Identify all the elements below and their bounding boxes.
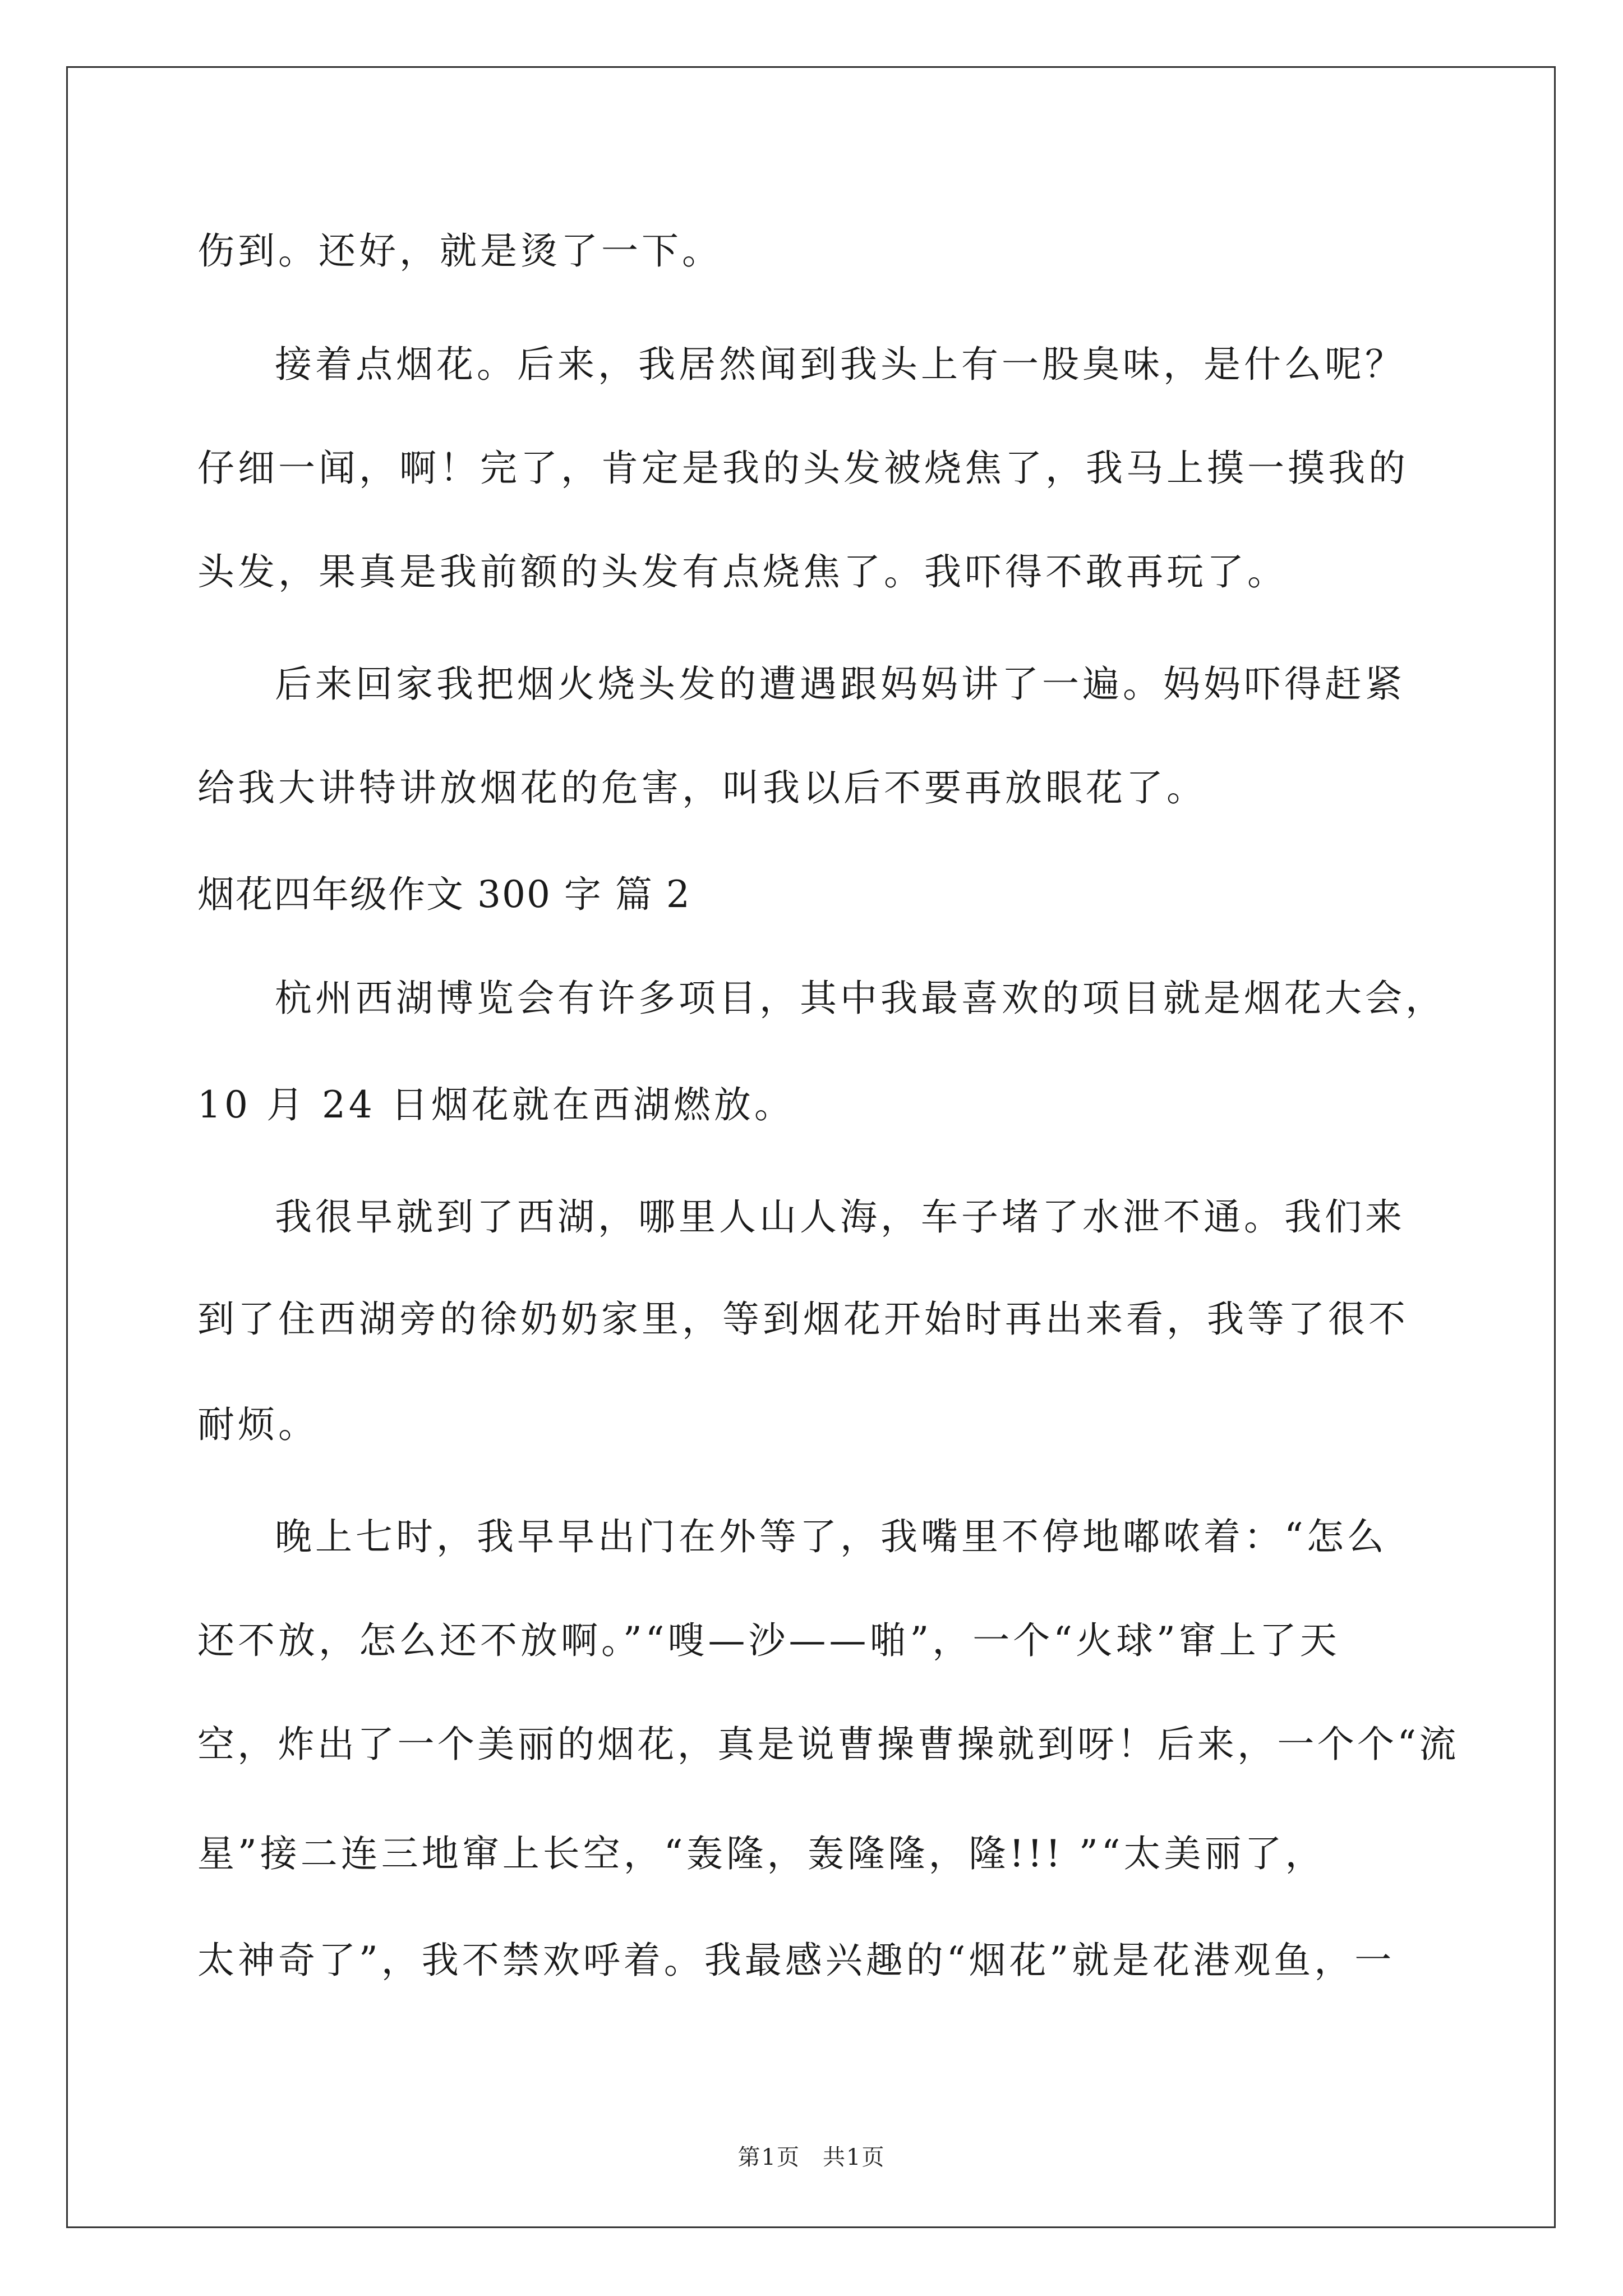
text-line: 还不放，怎么还不放啊。”“嗖—沙——啪”，一个“火球”窜上了天 [197, 1619, 1340, 1662]
text-line: 后来回家我把烟火烧头发的遭遇跟妈妈讲了一遍。妈妈吓得赶紧 [275, 662, 1405, 706]
text-line: 伤到。还好，就是烫了一下。 [197, 229, 722, 273]
text-line: 晚上七时，我早早出门在外等了，我嘴里不停地嘟哝着：“怎么 [275, 1515, 1387, 1558]
text-line: 给我大讲特讲放烟花的危害，叫我以后不要再放眼花了。 [197, 766, 1207, 809]
page-border [66, 66, 1556, 2228]
page-footer [0, 2144, 1623, 2171]
text-line: 我很早就到了西湖，哪里人山人海，车子堵了水泄不通。我们来 [275, 1195, 1405, 1239]
text-line: 接着点烟花。后来，我居然闻到我头上有一股臭味，是什么呢？ [275, 343, 1405, 386]
text-line: 耐烦。 [197, 1403, 319, 1446]
page-number: 第1页 [737, 2145, 800, 2170]
text-line: 头发，果真是我前额的头发有点烧焦了。我吓得不敢再玩了。 [197, 550, 1288, 593]
text-line: 杭州西湖博览会有许多项目，其中我最喜欢的项目就是烟花大会， [275, 977, 1446, 1020]
text-line: 到了住西湖旁的徐奶奶家里，等到烟花开始时再出来看，我等了很不 [197, 1297, 1409, 1341]
text-line: 仔细一闻，啊！完了，肯定是我的头发被烧焦了，我马上摸一摸我的 [197, 447, 1409, 490]
text-line: 空，炸出了一个美丽的烟花，真是说曹操曹操就到呀！后来，一个个“流 [197, 1723, 1459, 1766]
text-line: 星”接二连三地窜上长空，“轰隆，轰隆隆，隆!!! ”“太美丽了， [197, 1832, 1326, 1875]
text-line: 太神奇了”，我不禁欢呼着。我最感兴趣的“烟花”就是花港观鱼，一 [197, 1939, 1395, 1982]
text-line: 10 月 24 日烟花就在西湖燃放。 [197, 1083, 795, 1126]
page-total: 共1页 [823, 2145, 886, 2170]
section-heading: 烟花四年级作文 300 字 篇 2 [197, 873, 691, 916]
